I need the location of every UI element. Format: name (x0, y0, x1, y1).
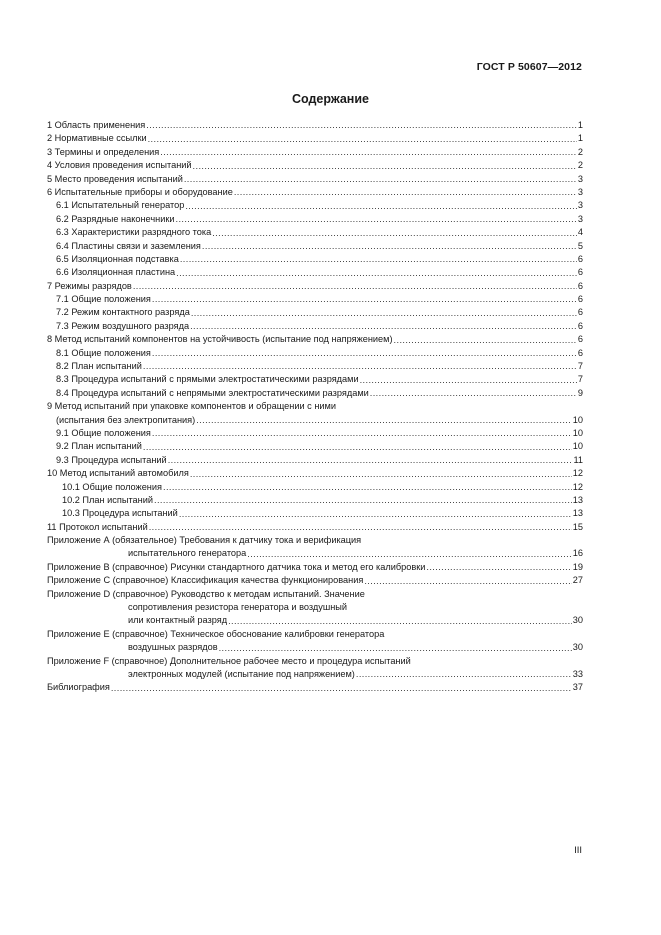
toc-entry-page: 3 (577, 186, 583, 197)
toc-entry-appendix-d-cont2[interactable] (47, 614, 583, 627)
dot-leader (360, 376, 577, 385)
toc-entry-6-1[interactable] (47, 199, 583, 212)
toc-entry-title: 6 Испытательные приборы и оборудование (47, 186, 233, 197)
dot-leader (148, 135, 577, 144)
dot-leader (160, 148, 577, 157)
toc-entry-page: 13 (572, 508, 583, 519)
toc-entry-8-3[interactable] (47, 373, 583, 386)
toc-entry-page: 16 (572, 548, 583, 559)
toc-entry-page: 6 (577, 253, 583, 264)
toc-entry-page: 6 (577, 334, 583, 345)
toc-entry-title: 10.1 Общие положения (62, 481, 162, 492)
toc-entry-10-1[interactable] (47, 481, 583, 494)
toc-entry-3[interactable] (47, 146, 583, 159)
toc-entry-title: Приложение D (справочное) Руководство к методам испытаний. Значение (47, 588, 365, 599)
toc-entry-title: сопротивления резистора генератора и воздушный (128, 602, 348, 613)
toc-entry-title: 9.2 План испытаний (56, 441, 142, 452)
toc-entry-6-5[interactable] (47, 253, 583, 266)
toc-entry-page: 10 (572, 414, 583, 425)
toc-entry-8[interactable] (47, 333, 583, 346)
dot-leader (364, 577, 571, 586)
dot-leader (426, 563, 571, 572)
toc-entry-title: 8.4 Процедура испытаний с непрямыми электростатическими разрядами (56, 387, 369, 398)
dot-leader (196, 416, 572, 425)
toc-entry-title: 4 Условия проведения испытаний (47, 160, 192, 171)
toc-entry-appendix-d[interactable] (47, 588, 583, 601)
toc-entry-title: Приложение А (обязательное) Требования к датчику тока и верификация (47, 535, 362, 546)
toc-entry-page: 4 (577, 227, 583, 238)
toc-entry-title: 2 Нормативные ссылки (47, 133, 147, 144)
toc-entry-title: (испытания без электропитания) (56, 414, 196, 425)
dot-leader (219, 644, 572, 653)
toc-entry-bibliography[interactable] (47, 681, 583, 694)
toc-entry-title: 7.1 Общие положения (56, 294, 151, 305)
toc-entry-title: испытательного генератора (128, 548, 247, 559)
toc-entry-10-3[interactable] (47, 507, 583, 520)
toc-entry-title: Приложение В (справочное) Рисунки стандартного датчика тока и метод его калибровки (47, 561, 426, 572)
dot-leader (356, 670, 572, 679)
toc-entry-page: 11 (573, 454, 583, 465)
toc-entry-9-2[interactable] (47, 440, 583, 453)
toc-entry-9[interactable] (47, 400, 583, 413)
dot-leader (111, 684, 572, 693)
dot-leader (394, 336, 577, 345)
dot-leader (146, 121, 577, 130)
toc-entry-9-1[interactable] (47, 427, 583, 440)
toc-entry-page: 19 (572, 561, 583, 572)
toc-entry-title: Приложение F (справочное) Дополнительное рабочее место и процедура испытаний (47, 655, 411, 666)
toc-entry-page: 27 (572, 575, 583, 586)
toc-entry-2[interactable] (47, 132, 583, 145)
toc-entry-title: 10 Метод испытаний автомобиля (47, 468, 189, 479)
toc-entry-1[interactable] (47, 119, 583, 132)
toc-entry-page: 2 (577, 160, 583, 171)
toc-entry-title: 6.3 Характеристики разрядного тока (56, 227, 212, 238)
toc-entry-page: 3 (577, 213, 583, 224)
toc-entry-title: 6.6 Изоляционная пластина (56, 267, 176, 278)
table-of-contents (47, 119, 583, 695)
dot-leader (234, 188, 577, 197)
toc-entry-8-2[interactable] (47, 360, 583, 373)
toc-entry-7[interactable] (47, 280, 583, 293)
toc-entry-appendix-e-cont[interactable] (47, 641, 583, 654)
toc-entry-10[interactable] (47, 467, 583, 480)
toc-entry-title: или контактный разряд (128, 615, 228, 626)
toc-entry-page: 12 (572, 468, 583, 479)
toc-entry-page: 33 (572, 669, 583, 679)
toc-entry-page: 6 (577, 320, 583, 331)
toc-entry-title: 6.2 Разрядные наконечники (56, 213, 175, 224)
toc-entry-6-3[interactable] (47, 226, 583, 239)
toc-entry-page: 30 (572, 615, 583, 626)
toc-entry-title: 6.4 Пластины связи и заземления (56, 240, 201, 251)
toc-entry-6-6[interactable] (47, 266, 583, 279)
toc-entry-appendix-a[interactable] (47, 534, 583, 547)
toc-entry-title: 7 Режимы разрядов (47, 280, 132, 291)
toc-entry-title: 9 Метод испытаний при упаковке компонентов и обращении с ними (47, 401, 336, 412)
toc-entry-title: 10.3 Процедура испытаний (62, 508, 178, 519)
dot-leader (133, 282, 577, 291)
page-title: Содержание (291, 92, 369, 106)
toc-entry-page: 37 (572, 682, 583, 693)
toc-entry-title: 1 Область применения (47, 119, 146, 130)
toc-entry-title: 10.2 План испытаний (62, 494, 153, 505)
toc-entry-title: Библиография (47, 682, 110, 693)
dot-leader (152, 429, 572, 438)
dot-leader (176, 215, 577, 224)
dot-leader (228, 617, 572, 626)
toc-entry-title: 6.5 Изоляционная подставка (56, 253, 179, 264)
dot-leader (191, 309, 577, 318)
toc-entry-title: 11 Протокол испытаний (47, 521, 148, 532)
toc-entry-page: 6 (577, 307, 583, 318)
toc-entry-6-4[interactable] (47, 240, 583, 253)
dot-leader (190, 470, 572, 479)
toc-entry-title: 3 Термины и определения (47, 146, 160, 157)
dot-leader (163, 483, 572, 492)
toc-entry-page: 13 (572, 494, 583, 505)
toc-entry-title: воздушных разрядов (128, 642, 218, 653)
dot-leader (143, 443, 572, 452)
toc-entry-page: 6 (577, 347, 583, 358)
toc-entry-page: 6 (577, 280, 583, 291)
dot-leader (184, 175, 577, 184)
toc-entry-appendix-a-cont[interactable] (47, 548, 583, 561)
toc-entry-page: 10 (572, 441, 583, 452)
toc-entry-7-1[interactable] (47, 293, 583, 306)
toc-entry-appendix-f[interactable] (47, 655, 583, 668)
toc-entry-title: 7.2 Режим контактного разряда (56, 307, 190, 318)
dot-leader (149, 523, 572, 532)
toc-entry-page: 3 (577, 200, 583, 211)
toc-entry-title: 6.1 Испытательный генератор (56, 200, 185, 211)
toc-entry-page: 30 (572, 642, 583, 653)
toc-entry-page: 3 (577, 173, 583, 184)
dot-leader (247, 550, 572, 559)
toc-entry-page: 9 (577, 387, 583, 398)
toc-entry-8-4[interactable] (47, 387, 583, 400)
toc-entry-appendix-e[interactable] (47, 628, 583, 641)
dot-leader (176, 269, 577, 278)
toc-entry-title: 8 Метод испытаний компонентов на устойчивость (испытание под напряжением) (47, 334, 393, 345)
dot-leader (185, 202, 577, 211)
toc-entry-page: 2 (577, 146, 583, 157)
dot-leader (212, 229, 577, 238)
toc-entry-6[interactable] (47, 186, 583, 199)
toc-entry-title: 9.3 Процедура испытаний (56, 454, 167, 465)
toc-entry-6-2[interactable] (47, 213, 583, 226)
toc-entry-title: 7.3 Режим воздушного разряда (56, 320, 190, 331)
toc-entry-9-3[interactable] (47, 454, 583, 467)
dot-leader (154, 496, 572, 505)
toc-entry-title: 9.1 Общие положения (56, 427, 151, 438)
dot-leader (370, 389, 577, 398)
toc-entry-page: 6 (577, 267, 583, 278)
toc-entry-page: 7 (577, 374, 583, 385)
toc-entry-page: 15 (572, 521, 583, 532)
toc-entry-page: 6 (577, 294, 583, 305)
toc-entry-10-2[interactable] (47, 494, 583, 507)
toc-entry-title: 5 Место проведения испытаний (47, 173, 183, 184)
dot-leader (180, 255, 577, 264)
toc-entry-5[interactable] (47, 173, 583, 186)
toc-entry-page: 12 (572, 481, 583, 492)
toc-entry-7-3[interactable] (47, 320, 583, 333)
toc-entry-page: 1 (577, 119, 583, 130)
dot-leader (193, 162, 577, 171)
toc-entry-9-cont[interactable] (47, 414, 583, 427)
toc-entry-page: 1 (577, 133, 583, 144)
toc-entry-title: 8.3 Процедура испытаний с прямыми электростатическими разрядами (56, 374, 359, 385)
toc-entry-7-2[interactable] (47, 306, 583, 319)
toc-entry-appendix-f-cont[interactable] (47, 668, 583, 681)
dot-leader (179, 510, 572, 519)
toc-entry-title: 8.2 План испытаний (56, 361, 142, 372)
document-id: ГОСТ Р 50607—2012 (476, 61, 582, 73)
dot-leader (202, 242, 577, 251)
dot-leader (168, 456, 573, 465)
toc-entry-page: 10 (572, 427, 583, 438)
dot-leader (152, 295, 577, 304)
dot-leader (190, 322, 577, 331)
toc-entry-page: 5 (577, 240, 583, 251)
toc-entry-title: Приложение С (справочное) Классификация качества функционирования (47, 575, 364, 586)
toc-entry-appendix-b[interactable] (47, 561, 583, 574)
toc-entry-title: Приложение E (справочное) Техническое обоснование калибровки генератора (47, 628, 385, 639)
toc-entry-4[interactable] (47, 159, 583, 172)
dot-leader (143, 362, 577, 371)
toc-entry-appendix-d-cont[interactable] (47, 601, 583, 614)
toc-entry-11[interactable] (47, 521, 583, 534)
page-number: III (574, 845, 582, 856)
toc-entry-appendix-c[interactable] (47, 574, 583, 587)
toc-entry-page: 7 (577, 361, 583, 372)
toc-entry-title: 8.1 Общие положения (56, 347, 151, 358)
toc-entry-title: электронных модулей (испытание под напряжением) (128, 669, 355, 679)
toc-entry-8-1[interactable] (47, 347, 583, 360)
dot-leader (152, 349, 577, 358)
